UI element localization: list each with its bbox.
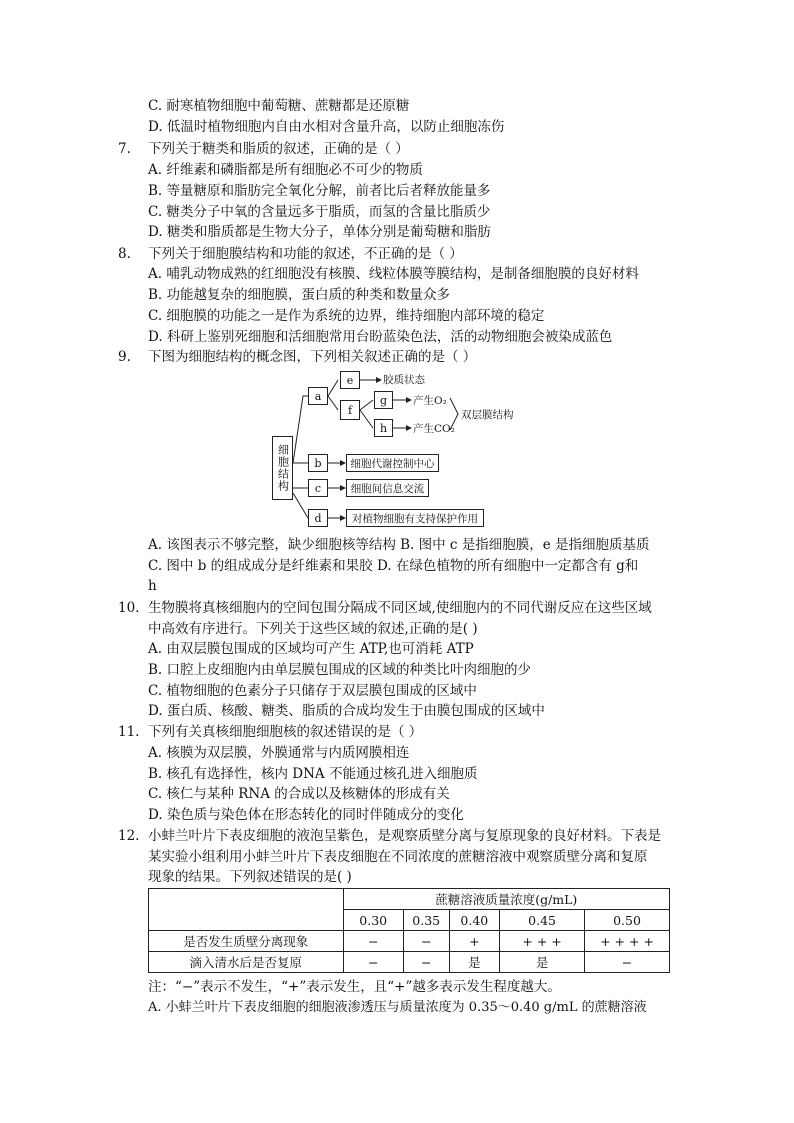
table-row-label: 滴入清水后是否复原 (149, 952, 344, 973)
diagram-label-g: 产生O₂ (413, 395, 447, 407)
diagram-node-g: g (374, 391, 393, 409)
q12-number: 12. (118, 828, 140, 844)
table-row (149, 952, 670, 973)
diagram-node-d: d (308, 509, 328, 527)
q11-option-d: D. 染色质与染色体在形态转化的同时伴随成分的变化 (148, 807, 464, 823)
diagram-label-h: 产生CO₂ (413, 423, 455, 435)
diagram-label-d: 对植物细胞有支持保护作用 (346, 509, 484, 527)
diagram-label-c: 细胞间信息交流 (346, 479, 429, 497)
table-conc-2: 0.40 (449, 910, 500, 931)
diagram-label-double-membrane: 双层膜结构 (461, 409, 514, 421)
table-cell: 是 (500, 952, 585, 973)
q12-stem-line1: 小蚌兰叶片下表皮细胞的液泡呈紫色，是观察质壁分离与复原现象的良好材料。下表是 (148, 828, 661, 844)
q12-stem-line2: 某实验小组利用小蚌兰叶片下表皮细胞在不同浓度的蔗糖溶液中观察质壁分离和复原 (148, 849, 648, 865)
q11-option-b: B. 核孔有选择性，核内 DNA 不能通过核孔进入细胞质 (148, 766, 478, 782)
table-conc-3: 0.45 (500, 910, 585, 931)
q10-stem-line1: 生物膜将真核细胞内的空间包围分隔成不同区域,使细胞内的不同代谢反应在这些区域 (148, 600, 652, 616)
table-cell: − (403, 952, 449, 973)
q10-option-d: D. 蛋白质、核酸、糖类、脂质的合成均发生于由膜包围成的区域中 (148, 703, 545, 719)
diagram-node-b: b (308, 454, 328, 472)
q9-number: 9. (118, 349, 131, 365)
q10-stem-line2: 中高效有序进行。下列关于这些区域的叙述,正确的是( ) (148, 621, 478, 637)
q9-option-d-cont: h (148, 578, 157, 594)
q6-option-c: C. 耐寒植物细胞中葡萄糖、蔗糖都是还原糖 (148, 98, 410, 114)
table-cell: − (343, 931, 403, 952)
q10-option-a: A. 由双层膜包围成的区域均可产生 ATP,也可消耗 ATP (148, 641, 474, 657)
diagram-label-e: 胶质状态 (383, 374, 425, 386)
q7-option-a: A. 纤维素和磷脂都是所有细胞必不可少的物质 (148, 162, 423, 178)
table-cell: − (343, 952, 403, 973)
q8-option-a: A. 哺乳动物成熟的红细胞没有核膜、线粒体膜等膜结构，是制备细胞膜的良好材料 (148, 266, 639, 282)
diagram-root-cell-structure: 细胞结构 (272, 436, 293, 500)
table-conc-1: 0.35 (403, 910, 449, 931)
diagram-node-e: e (340, 371, 360, 389)
q11-stem: 下列有关真核细胞细胞核的叙述错误的是（ ） (148, 724, 423, 740)
q11-option-a: A. 核膜为双层膜，外膜通常与内质网膜相连 (148, 745, 410, 761)
diagram-label-b: 细胞代谢控制中心 (346, 454, 439, 472)
table-cell: + + + (500, 931, 585, 952)
table-row-label: 是否发生质壁分离现象 (149, 931, 344, 952)
table-row (149, 931, 670, 952)
q12-option-a: A. 小蚌兰叶片下表皮细胞的细胞液渗透压与质量浓度为 0.35～0.40 g/mL 的蔗糖溶液 (148, 1000, 647, 1015)
table-cell: 是 (449, 952, 500, 973)
q7-number: 7. (118, 141, 131, 157)
q12-stem-line3: 现象的结果。下列叙述错误的是( ) (148, 869, 352, 885)
q8-stem: 下列关于细胞膜结构和功能的叙述，不正确的是（ ） (148, 246, 463, 262)
q7-option-c: C. 糖类分子中氧的含量远多于脂质，而氢的含量比脂质少 (148, 204, 491, 220)
q10-number: 10. (118, 600, 140, 616)
sucrose-concentration-table (148, 888, 670, 973)
q10-option-c: C. 植物细胞的色素分子只储存于双层膜包围成的区域中 (148, 683, 477, 699)
q8-number: 8. (118, 246, 131, 262)
q11-number: 11. (118, 724, 140, 740)
q7-stem: 下列关于糖类和脂质的叙述，正确的是（ ） (148, 141, 409, 157)
diagram-node-c: c (308, 479, 328, 497)
table-corner-cell (149, 889, 344, 931)
q9-stem: 下图为细胞结构的概念图，下列相关叙述正确的是（ ） (148, 349, 477, 365)
q8-option-d: D. 科研上鉴别死细胞和活细胞常用台盼蓝染色法，活的动物细胞会被染成蓝色 (148, 329, 613, 345)
table-cell: + + + + (585, 931, 670, 952)
diagram-node-h: h (374, 419, 393, 437)
table-conc-0: 0.30 (343, 910, 403, 931)
q6-option-d: D. 低温时植物细胞内自由水相对含量升高，以防止细胞冻伤 (148, 119, 505, 135)
q7-option-d: D. 糖类和脂质都是生物大分子，单体分别是葡萄糖和脂肪 (148, 224, 491, 240)
q12-table-note: 注：“−”表示不发生，“+”表示发生，且“+”越多表示发生程度越大。 (148, 979, 561, 995)
q8-option-c: C. 细胞膜的功能之一是作为系统的边界，维持细胞内部环境的稳定 (148, 308, 545, 324)
table-cell: − (585, 952, 670, 973)
q11-option-c: C. 核仁与某种 RNA 的合成以及核糖体的形成有关 (148, 786, 450, 802)
table-header: 蔗糖溶液质量浓度(g/mL) (343, 889, 670, 910)
q9-option-cd: C. 图中 b 的组成成分是纤维素和果胶 D. 在绿色植物的所有细胞中一定都含有 g和 (148, 558, 639, 574)
diagram-node-f: f (340, 400, 360, 420)
q8-option-b: B. 功能越复杂的细胞膜，蛋白质的种类和数量众多 (148, 287, 451, 303)
table-cell: − (403, 931, 449, 952)
table-cell: + (449, 931, 500, 952)
q7-option-b: B. 等量糖原和脂肪完全氧化分解，前者比后者释放能量多 (148, 183, 491, 199)
cell-structure-concept-diagram (268, 368, 538, 533)
q10-option-b: B. 口腔上皮细胞内由单层膜包围成的区域的种类比叶肉细胞的少 (148, 662, 532, 678)
table-conc-4: 0.50 (585, 910, 670, 931)
q9-option-ab: A. 该图表示不够完整，缺少细胞核等结构 B. 图中 c 是指细胞膜，e 是指细胞质基质 (148, 537, 650, 553)
diagram-node-a: a (308, 387, 328, 405)
